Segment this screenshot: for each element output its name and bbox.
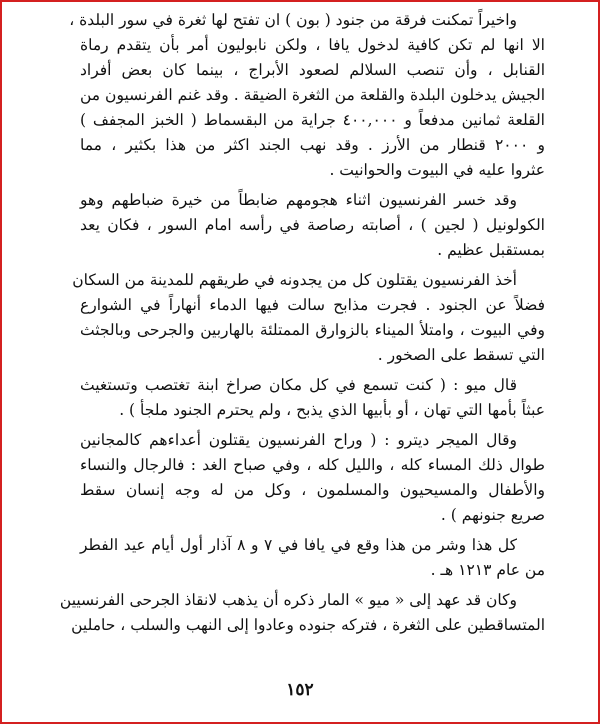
text-line: الكولونيل ( لجين ) ، أصابته رصاصة في رأسه امام السور ، فكان يعد (80, 216, 545, 234)
paragraph (80, 428, 545, 528)
text-line: وفي البيوت ، وامتلأ الميناء بالزوارق الممتلئة بالهاربين والجرحى وبالجثث (80, 321, 545, 339)
text-line: المتساقطين على الثغرة ، فتركه جنوده وعادوا إلى النهب والسلب ، حاملين (71, 616, 545, 634)
body-text (59, 8, 545, 643)
text-line: عبثاً بأمها التي تهان ، أو بأبيها الذي يذبح ، ولم يحترم الجنود ملجأ ) . (119, 401, 545, 419)
paragraph (80, 373, 545, 423)
text-line: والأطفال والمسيحيون والمسلمون ، وكل من له وجه إنسان سقط (80, 481, 545, 499)
text-line: فضلاً عن الجنود . فجرت مذابح سالت فيها الدماء أنهاراً في الشوارع (80, 296, 545, 314)
paragraph (72, 268, 545, 368)
paragraph (80, 188, 545, 263)
text-line: القلعة ثمانين مدفعاً و ٤٠٠,٠٠٠ جراية من البقسماط ( الخبز المجفف ) (80, 111, 545, 129)
text-line: كل هذا وشر من هذا وقع في يافا في ٧ و ٨ آذار أول أيام عيد الفطر (80, 536, 518, 554)
text-line: و ٢٠٠٠ قنطار من الأرز . وقد نهب الجند اكثر من هذا بكثير ، مما (80, 136, 545, 154)
text-line: القنابل ، وأن تنصب السلالم لصعود الأبراج ، بينما كان بعض أفراد (80, 61, 545, 79)
text-line: طوال ذلك المساء كله ، والليل كله ، وفي صباح الغد : فالرجال والنساء (80, 456, 545, 474)
text-line: الا انها لم تكن كافية لدخول يافا ، ولكن نابوليون أمر بأن يتقدم رماة (80, 36, 545, 54)
text-line: صريع جنونهم ) . (440, 506, 545, 524)
text-line: وكان قد عهد إلى « ميو » المار ذكره أن يذهب لانقاذ الجرحى الفرنسيين (59, 591, 517, 609)
text-line: الجيش يدخلون البلدة والقلعة من الثغرة الضيقة . وقد غنم الفرنسيون من (80, 86, 545, 104)
paragraph (59, 588, 545, 638)
text-line: وقال الميجر ديترو : ( وراح الفرنسيون يقتلون أعداءهم كالمجانين (80, 431, 517, 449)
text-line: أخذ الفرنسيون يقتلون كل من يجدونه في طريقهم للمدينة من السكان (72, 271, 517, 289)
paragraph (69, 8, 545, 183)
text-line: قال ميو : ( كنت تسمع في كل مكان صراخ ابنة تغتصب وتستغيث (80, 376, 517, 394)
text-line: واخيراً تمكنت فرقة من جنود ( بون ) ان تفتح لها ثغرة في سور البلدة ، (69, 11, 517, 29)
paragraph (80, 533, 545, 583)
text-line: بمستقبل عظيم . (437, 241, 545, 259)
text-line: عثروا عليه في البيوت والحوانيت . (329, 161, 545, 179)
text-line: التي تسقط على الصخور . (377, 346, 545, 364)
page-number: ١٥٢ (286, 680, 314, 700)
text-line: وقد خسر الفرنسيون اثناء هجومهم ضابطاً من خيرة ضباطهم وهو (80, 191, 517, 209)
text-line: من عام ١٢١٣ هـ . (430, 561, 545, 579)
